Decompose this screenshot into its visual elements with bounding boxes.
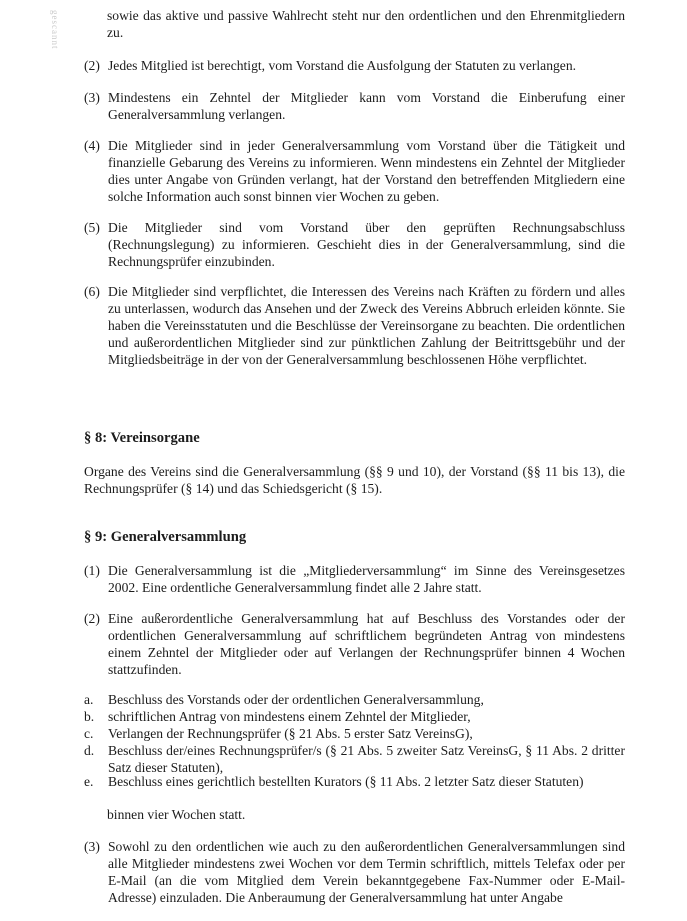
list-item-c [84, 725, 625, 742]
item-number: (2) [84, 611, 100, 626]
s9-item-3 [84, 838, 625, 906]
s9-item-1 [84, 562, 625, 596]
item-number: (6) [84, 284, 100, 299]
item-text: Die Mitglieder sind verpflichtet, die Interessen des Vereins nach Kräften zu fördern und alles zu unterlassen, wodurch das Ansehen und der Zweck des Vereins Abbruch erleiden könnte. Sie haben die Vereinsstatuten und die Beschlüsse der Vereinsorgane zu beachten. Die ordentlichen und außerordentlichen Mitglieder sind zur pünktlichen Zahlung der Beitrittsgebühr und der Mitgliedsbeiträge in der von der Generalversammlung beschlossenen Höhe verpflichtet. [108, 284, 625, 367]
item-text: Eine außerordentliche Generalversammlung hat auf Beschluss des Vorstandes oder der ordentlichen Generalversammlung auf schriftlichem begründeten Antrag von mindestens einem Zehntel der Mitglieder oder auf Verlangen der Rechnungsprüfer binnen 4 Wochen stattzufinden. [108, 611, 625, 677]
item-number: (4) [84, 138, 100, 153]
list-item-e [84, 773, 625, 790]
list-item-a [84, 691, 625, 708]
list-item-d [84, 742, 625, 776]
scan-margin-note: gescannt [50, 10, 60, 50]
item-number: (3) [84, 839, 100, 854]
list-marker: a. [84, 692, 94, 707]
list-text: schriftlichen Antrag von mindestens einem Zehntel der Mitglieder, [108, 709, 471, 724]
s7-item-5 [84, 219, 625, 270]
list-text: Verlangen der Rechnungsprüfer (§ 21 Abs. 5 erster Satz VereinsG), [108, 726, 473, 741]
list-text: Beschluss der/eines Rechnungsprüfer/s (§ 21 Abs. 5 zweiter Satz VereinsG, § 11 Abs. 2 dritter Satz dieser Statuten), [108, 743, 625, 775]
item-text: Die Mitglieder sind vom Vorstand über den geprüften Rechnungsabschluss (Rechnungslegung) zu informieren. Geschieht dies in der Generalversammlung, sind die Rechnungsprüfer einzubinden. [108, 220, 625, 269]
list-text: Beschluss eines gerichtlich bestellten Kurators (§ 11 Abs. 2 letzter Satz dieser Statuten) [108, 774, 584, 789]
item-text: Die Generalversammlung ist die „Mitgliederversammlung“ im Sinne des Vereinsgesetzes 2002. Eine ordentliche Generalversammlung findet alle 2 Jahre statt. [108, 563, 625, 595]
item-number: (1) [84, 563, 100, 578]
item-text: Jedes Mitglied ist berechtigt, vom Vorstand die Ausfolgung der Statuten zu verlangen. [108, 58, 577, 73]
intro-paragraph: sowie das aktive und passive Wahlrecht steht nur den ordentlichen und den Ehrenmitgliedern zu. [107, 8, 625, 40]
section-8-heading: § 8: Vereinsorgane [84, 430, 200, 446]
item-number: (3) [84, 90, 100, 105]
item-text: Sowohl zu den ordentlichen wie auch zu den außerordentlichen Generalversammlungen sind alle Mitglieder mindestens zwei Wochen vor dem Termin schriftlich, mittels Telefax oder per E-Mail (an die vom Mitglied dem Verein bekanntgegebene Fax-Nummer oder E-Mail-Adresse) einzuladen. Die Anberaumung der Generalversammlung hat unter Angabe [108, 839, 625, 905]
list-marker: c. [84, 726, 94, 741]
item-number: (2) [84, 58, 100, 73]
list-closing-text: binnen vier Wochen statt. [107, 807, 246, 822]
section-9-heading: § 9: Generalversammlung [84, 529, 247, 545]
s7-item-4 [84, 137, 625, 205]
s7-item-3 [84, 89, 625, 123]
s7-item-6 [84, 283, 625, 368]
list-marker: b. [84, 709, 95, 724]
list-item-b [84, 708, 625, 725]
list-marker: e. [84, 774, 94, 789]
item-text: Die Mitglieder sind in jeder Generalversammlung vom Vorstand über die Tätigkeit und finanzielle Gebarung des Vereins zu informieren. Wenn mindestens ein Zehntel der Mitglieder dies unter Angabe von Gründen verlangt, hat der Vorstand den betreffenden Mitgliedern eine solche Information auch sonst binnen vier Wochen zu geben. [108, 138, 625, 204]
list-marker: d. [84, 743, 95, 758]
item-text: Mindestens ein Zehntel der Mitglieder kann vom Vorstand die Einberufung einer Generalversammlung verlangen. [108, 90, 625, 122]
item-number: (5) [84, 220, 100, 235]
list-text: Beschluss des Vorstands oder der ordentlichen Generalversammlung, [108, 692, 484, 707]
s7-item-2 [84, 57, 625, 74]
s9-item-2 [84, 610, 625, 678]
section-8-text: Organe des Vereins sind die Generalversammlung (§§ 9 und 10), der Vorstand (§§ 11 bis 13), die Rechnungsprüfer (§ 14) und das Schiedsgericht (§ 15). [84, 464, 625, 496]
